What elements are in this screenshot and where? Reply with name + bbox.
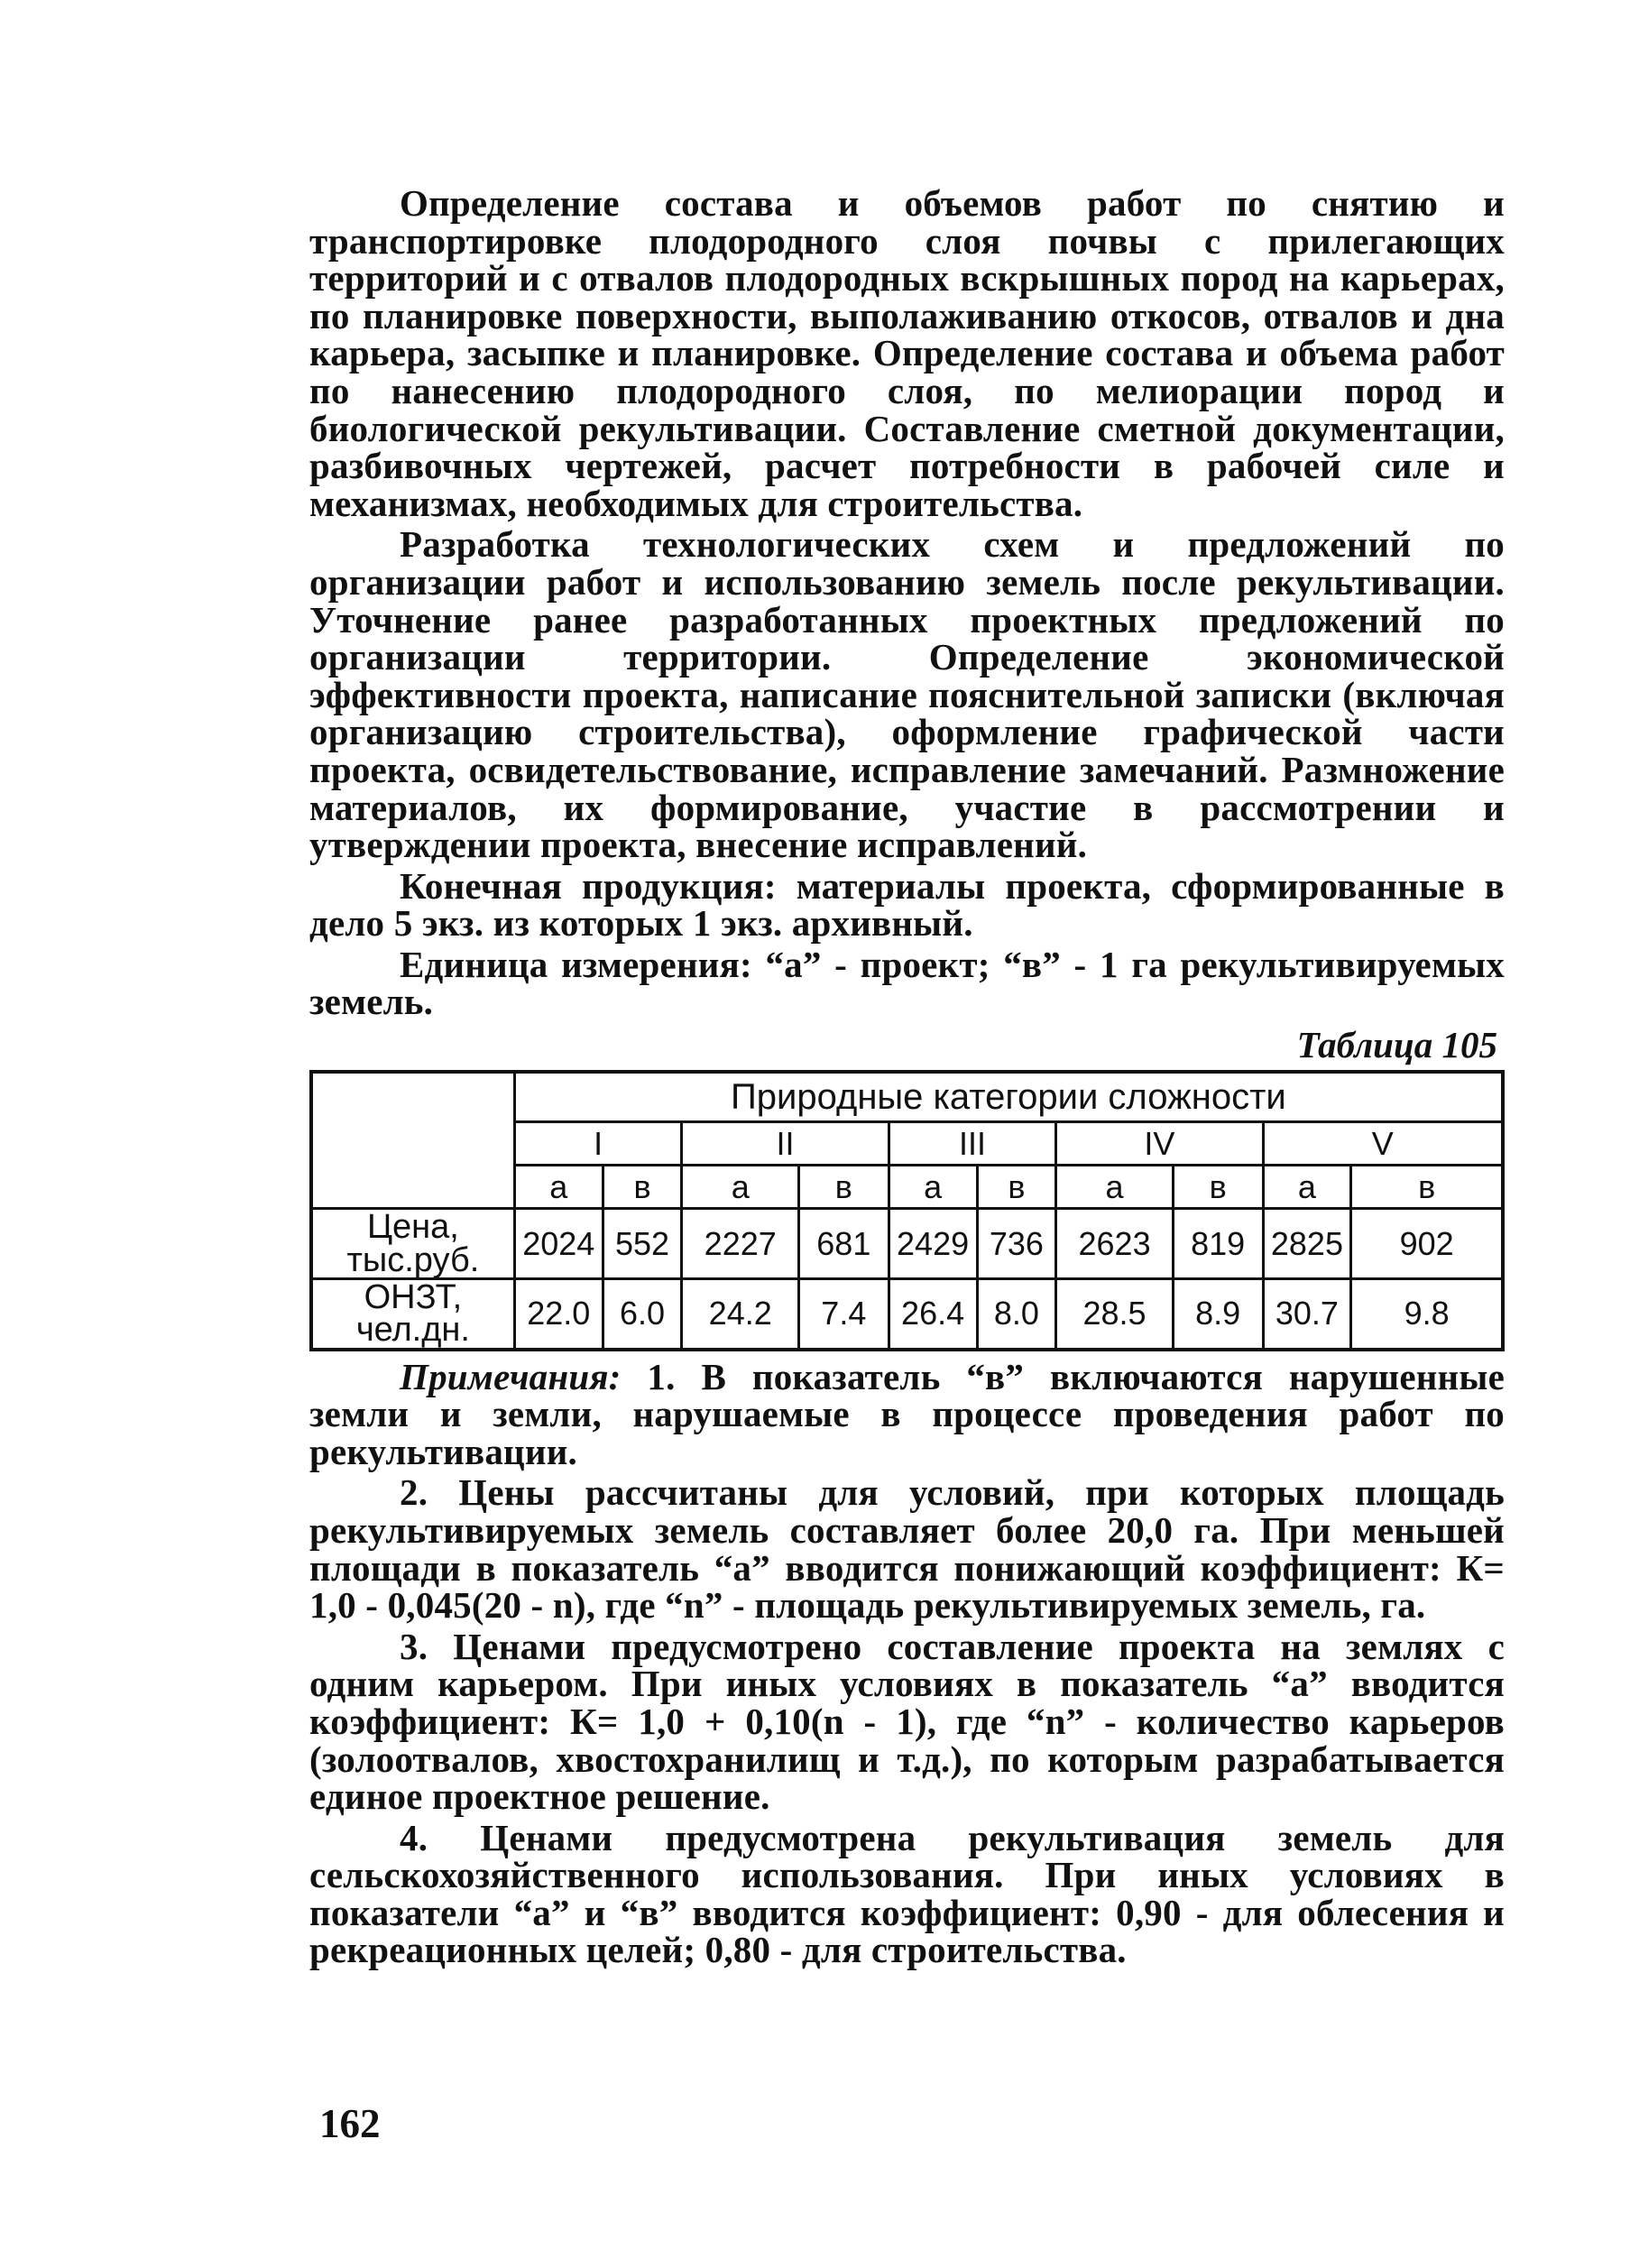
table-cell: 552: [603, 1209, 682, 1279]
row-label-labor: [311, 1279, 514, 1350]
row-label-line: тыс.руб.: [346, 1240, 480, 1279]
note-1: [309, 1355, 1505, 1472]
table-cell: 2024: [514, 1209, 603, 1279]
note-4: 4. Ценами предусмотрена рекультивация земель для сельскохозяйственного использования. При иных условиях в показатели “а” и “в” вводится коэффициент: 0,90 - для облесения и рекреационных целей; 0,80 - для строительства.: [309, 1816, 1505, 1971]
category-header: V: [1263, 1122, 1503, 1166]
paragraph-2: Разработка технологических схем и предложений по организации работ и использованию земель после рекультивации. Уточнение ранее разработанных проектных предложений по организации территории. Определение экономической эффективности проекта, написание пояснительной записки (включая организацию строительства), оформление графической части проекта, освидетельствование, исправление замечаний. Размножение материалов, их формирование, участие в рассмотрении и утверждении проекта, внесение исправлений.: [309, 523, 1505, 866]
price-table: [309, 1070, 1505, 1351]
table-cell: 2227: [682, 1209, 799, 1279]
table-cell: 2825: [1263, 1209, 1351, 1279]
table-cell: 8.9: [1173, 1279, 1263, 1350]
table-cell: 24.2: [682, 1279, 799, 1350]
table-corner-cell: [311, 1072, 514, 1209]
table-cell: 26.4: [889, 1279, 977, 1350]
paragraph-1: Определение состава и объемов работ по снятию и транспортировке плодородного слоя почвы с прилегающих территорий и с отвалов плодородных вскрышных пород на карьерах, по планировке поверхности, выполаживанию откосов, отвалов и дна карьера, засыпке и планировке. Определение состава и объема работ по нанесению плодородного слоя, по мелиорации пород и биологической рекультивации. Составление сметной документации, разбивочных чертежей, расчет потребности в рабочей силе и механизмах, необходимых для строительства.: [309, 182, 1505, 524]
subcolumn-header: а: [514, 1166, 603, 1209]
table-cell: 819: [1173, 1209, 1263, 1279]
row-label-line: Цена,: [366, 1208, 459, 1247]
page-content: [309, 182, 1505, 1971]
subcolumn-header: в: [1351, 1166, 1503, 1209]
note-2: 2. Цены рассчитаны для условий, при которых площадь рекультивируемых земель составляет более 20,0 га. При меньшей площади в показатель “а” вводится понижающий коэффициент: К= 1,0 - 0,045(20 - n), где “n” - площадь рекультивируемых земель, га.: [309, 1471, 1505, 1627]
table-caption: Таблица 105: [1296, 1024, 1497, 1066]
row-label-line: ОНЗТ,: [364, 1278, 463, 1317]
row-label-line: чел.дн.: [355, 1311, 470, 1350]
table-row-price: [311, 1209, 1503, 1279]
subcolumn-header: а: [1263, 1166, 1351, 1209]
category-header: I: [514, 1122, 682, 1166]
category-header: IV: [1056, 1122, 1263, 1166]
note-3: 3. Ценами предусмотрено составление проекта на землях с одним карьером. При иных условиях в показатель “а” вводится коэффициент: К= 1,0 + 0,10(n - 1), где “n” - количество карьеров (золоотвалов, хвостохранилищ и т.д.), по которым разрабатывается единое проектное решение.: [309, 1625, 1505, 1818]
subcolumn-header: а: [682, 1166, 799, 1209]
table-cell: 9.8: [1351, 1279, 1503, 1350]
subcolumn-header: а: [1056, 1166, 1174, 1209]
table-cell: 2623: [1056, 1209, 1174, 1279]
subcolumn-header: в: [799, 1166, 889, 1209]
table-cell: 8.0: [977, 1279, 1056, 1350]
subcolumn-header: в: [977, 1166, 1056, 1209]
table-cell: 2429: [889, 1209, 977, 1279]
note-1-text: 1. В показатель “в” включаются нарушенные земли и земли, нарушаемые в процессе проведения работ по рекультивации.: [309, 1355, 1505, 1472]
table-cell: 22.0: [514, 1279, 603, 1350]
table-cell: 28.5: [1056, 1279, 1174, 1350]
category-header: II: [682, 1122, 889, 1166]
table-cell: 6.0: [603, 1279, 682, 1350]
paragraph-3: Конечная продукция: материалы проекта, сформированные в дело 5 экз. из которых 1 экз. архивный.: [309, 864, 1505, 945]
table-cell: 736: [977, 1209, 1056, 1279]
table-header-title: Природные категории сложности: [514, 1072, 1503, 1122]
table-cell: 681: [799, 1209, 889, 1279]
table-cell: 30.7: [1263, 1279, 1351, 1350]
category-header: III: [889, 1122, 1056, 1166]
notes-section: [309, 1355, 1505, 1971]
table-row-labor: [311, 1279, 1503, 1350]
table-cell: 7.4: [799, 1279, 889, 1350]
paragraph-4: Единица измерения: “а” - проект; “в” - 1 га рекультивируемых земель.: [309, 943, 1505, 1023]
page-number: 162: [319, 2101, 381, 2146]
table-cell: 902: [1351, 1209, 1503, 1279]
row-label-price: [311, 1209, 514, 1279]
subcolumn-header: а: [889, 1166, 977, 1209]
notes-title: Примечания:: [400, 1355, 622, 1397]
subcolumn-header: в: [1173, 1166, 1263, 1209]
subcolumn-header: в: [603, 1166, 682, 1209]
